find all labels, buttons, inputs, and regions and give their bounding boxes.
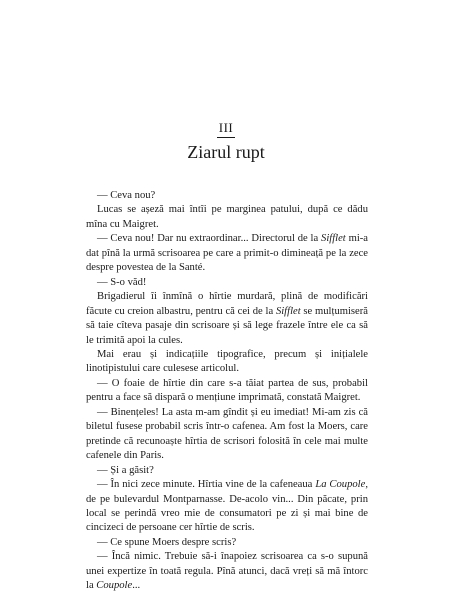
chapter-body [86,189,368,594]
paragraph [86,290,368,348]
paragraph [86,348,368,377]
paragraph [86,189,368,203]
italic-title: Sifflet [275,305,301,317]
paragraph-text: — Binențeles! La asta m-am gîndit și eu imediat! Mi-am zis că biletul fusese probabil scris într-o cafenea. Am fost la Moers, care pretinde că recunoaște hîrtia de scrisori folosită în cele mai multe cafenele din Paris. [86,406,368,462]
paragraph [86,536,368,550]
paragraph [86,464,368,478]
paragraph-text: — Ceva nou? [97,190,156,201]
paragraph-text: — Încă nimic. Trebuie să-i înapoiez scrisoarea ca s-o supună unei expertize în toată regula. Pînă atunci, dacă vreți să mă întorc la [86,551,368,592]
paragraph-text: — Ceva nou! Dar nu extraordinar... Directorul de la [97,233,322,245]
paragraph-text: mi-a dat pînă la urmă scrisoarea pe care a primit-o dimineață pe la zece despre povestea de la Santé. [86,233,368,274]
paragraph-text: — Ce spune Moers despre scris? [97,536,237,548]
paragraph-text: Lucas se așeză mai întîi pe marginea patului, după ce dădu mîna cu Maigret. [86,204,368,230]
paragraph-text: Brigadierul îi înmînă o hîrtie murdară, plină de modificări făcute cu creion albastru, pentru că cei de la [86,291,368,317]
paragraph [86,406,368,464]
chapter-divider [217,137,235,138]
paragraph-text: — O foaie de hîrtie din care s-a tăiat partea de sus, probabil pentru a face să dispară o mențiune imprimată, constată Maigret. [86,377,368,404]
paragraph-text: — În nici zece minute. Hîrtia vine de la cafeneaua [97,479,316,491]
paragraph-text: ... [132,580,141,592]
chapter-title: Ziarul rupt [187,142,265,162]
italic-title: Coupole [96,580,133,592]
italic-title: Sifflet [321,233,346,245]
paragraph-text: , de pe bulevardul Montparnasse. De-acolo vin... Din păcate, prin local se perindă vreo mie de consumatori pe zi și mai bine de cincizeci de persoane cer hîrtie de scris. [86,479,368,534]
paragraph-text: Mai erau și indicațiile tipografice, precum și inițialele linotipistului care culesese articolul. [86,348,368,375]
paragraph [86,203,368,232]
paragraph-text: — S-o văd! [97,276,147,288]
paragraph [86,377,368,406]
paragraph-text: se mulțumiseră să taie cîteva pasaje din scrisoare și să lege frazele între ele ca să le trimită apoi la cules. [86,305,368,346]
paragraph [86,550,368,593]
chapter-number: III [218,120,234,135]
paragraph [86,478,368,536]
paragraph [86,276,368,290]
paragraph [86,232,368,275]
italic-title: La Coupole [315,479,366,491]
paragraph-text: — Și a găsit? [97,464,154,476]
